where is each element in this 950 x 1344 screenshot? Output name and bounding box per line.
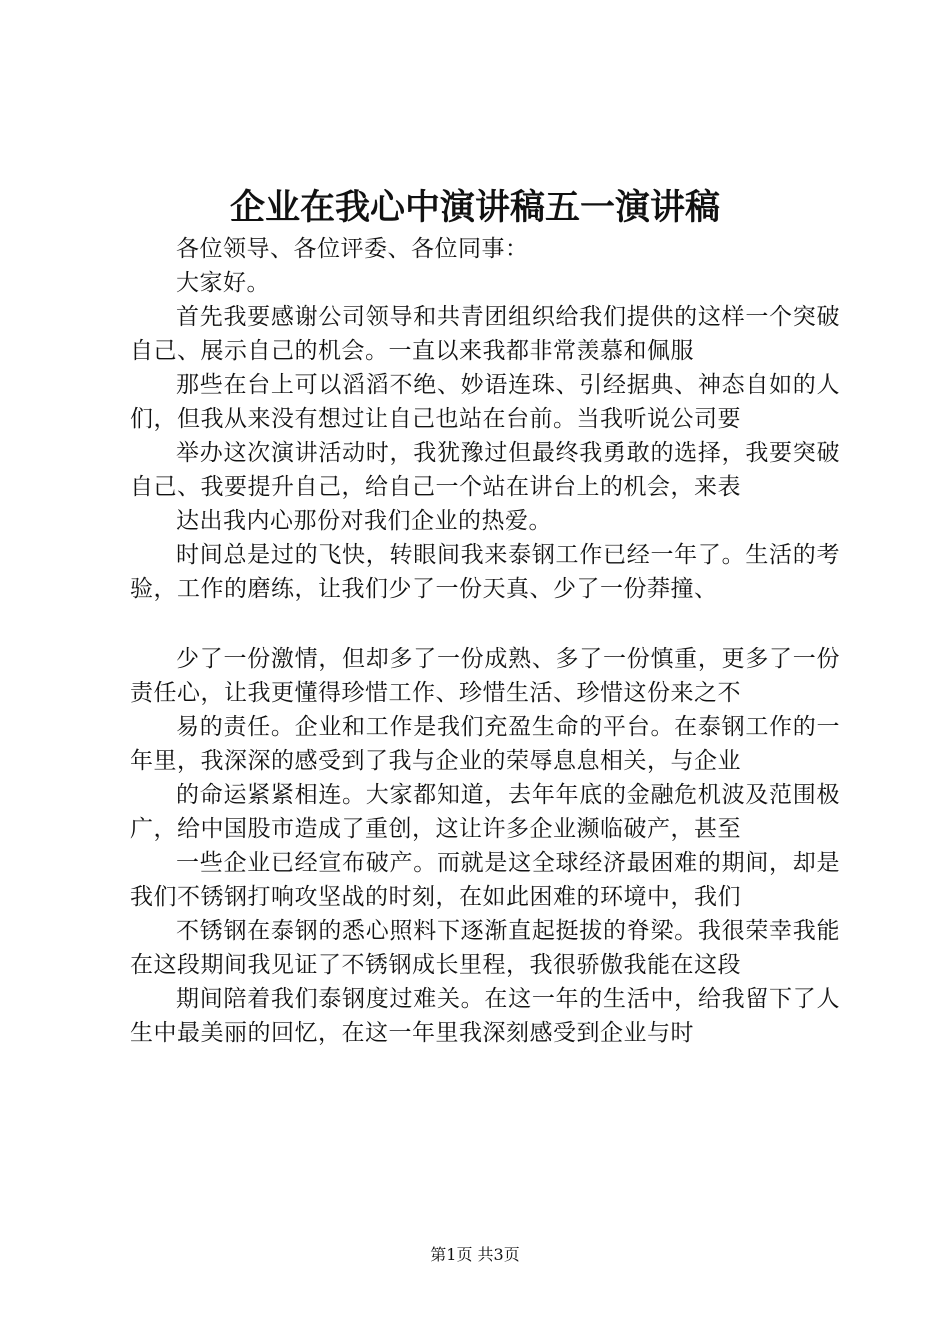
paragraph: 那些在台上可以滔滔不绝、妙语连珠、引经据典、神态自如的人们，但我从来没有想过让自己也站在台前。当我听说公司要: [130, 372, 840, 432]
paragraph: 各位领导、各位评委、各位同事：: [176, 236, 529, 262]
paragraph: 期间陪着我们泰钢度过难关。在这一年的生活中，给我留下了人生中最美丽的回忆，在这一年里我深刻感受到企业与时: [130, 986, 840, 1046]
paragraph: 的命运紧紧相连。大家都知道，去年年底的金融危机波及范围极广，给中国股市造成了重创，这让许多企业濒临破产，甚至: [130, 782, 840, 842]
paragraph: 首先我要感谢公司领导和共青团组织给我们提供的这样一个突破自己、展示自己的机会。一直以来我都非常羡慕和佩服: [130, 304, 840, 364]
page-footer: 第1页 共3页: [430, 1245, 520, 1264]
paragraph: 时间总是过的飞快，转眼间我来泰钢工作已经一年了。生活的考验，工作的磨练，让我们少了一份天真、少了一份莽撞、: [130, 542, 840, 602]
paragraph: 一些企业已经宣布破产。而就是这全球经济最困难的期间，却是我们不锈钢打响攻坚战的时刻，在如此困难的环境中，我们: [130, 850, 840, 910]
document-title: 企业在我心中演讲稿五一演讲稿: [229, 187, 720, 228]
paragraph: 达出我内心那份对我们企业的热爱。: [176, 508, 552, 534]
paragraph: 易的责任。企业和工作是我们充盈生命的平台。在泰钢工作的一年里，我深深的感受到了我与企业的荣辱息息相关，与企业: [130, 714, 840, 774]
paragraph: 少了一份激情，但却多了一份成熟、多了一份慎重，更多了一份责任心，让我更懂得珍惜工作、珍惜生活、珍惜这份来之不: [130, 646, 840, 706]
paragraph: 不锈钢在泰钢的悉心照料下逐渐直起挺拔的脊梁。我很荣幸我能在这段期间我见证了不锈钢成长里程，我很骄傲我能在这段: [130, 918, 840, 978]
document-body: [130, 232, 840, 1050]
paragraph: 大家好。: [176, 270, 270, 296]
paragraph: 举办这次演讲活动时，我犹豫过但最终我勇敢的选择，我要突破自己、我要提升自己，给自己一个站在讲台上的机会，来表: [130, 440, 840, 500]
